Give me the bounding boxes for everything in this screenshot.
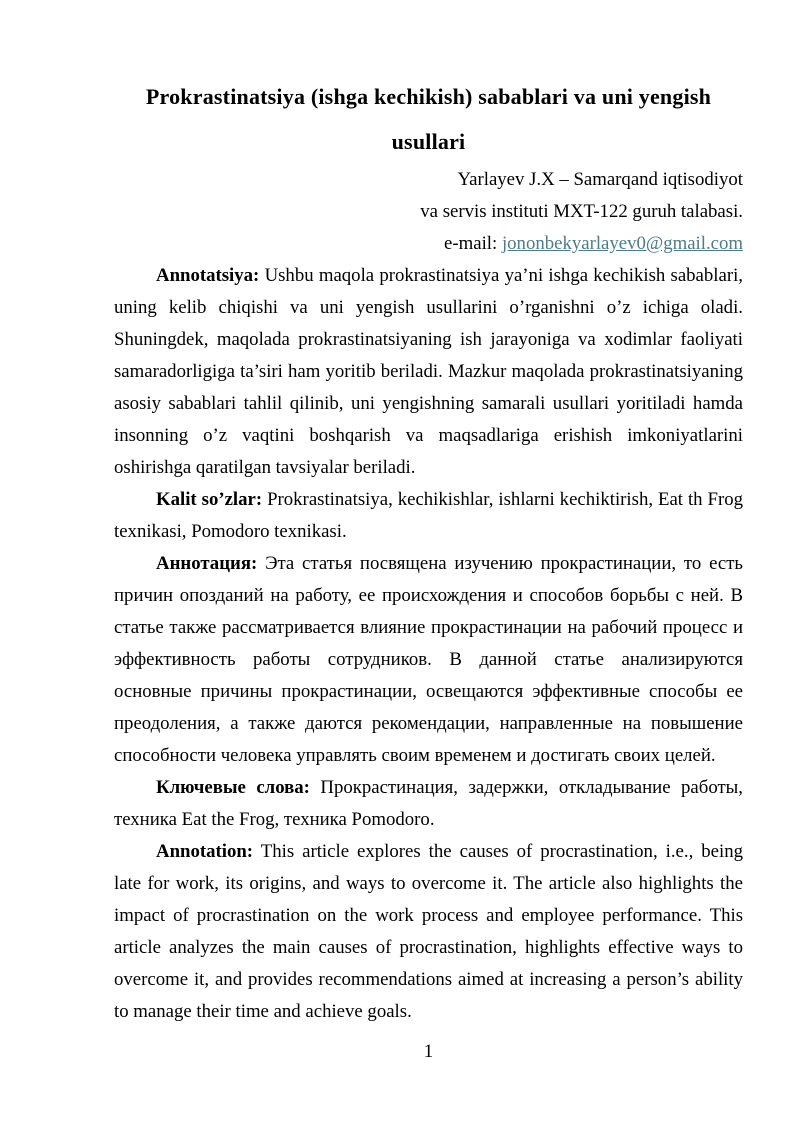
paragraph-kalit-sozlar [114,484,743,548]
paragraph-kljuchevye-slova [114,772,743,836]
paragraph-text-annotation-en: This article explores the causes of procrastination, i.e., being late for work, its origins, and ways to overcome it. The article also highlights the impact of procrastination on the work process and employee performance. This article analyzes the main causes of procrastination, highlights effective ways to overcome it, and provides recommendations aimed at increasing a person’s ability to manage their time and achieve goals. [114,841,744,1022]
paragraph-text-kljuchevye-slova: Прокрастинация, задержки, откладывание работы, техника Eat the Frog, техника Pomodoro. [114,777,743,830]
email-link[interactable]: jononbekyarlayev0@gmail.com [501,233,743,254]
author-line: Yarlayev J.X – Samarqand iqtisodiyot [457,169,743,190]
author-block [114,164,743,260]
paragraph-label-annotation-en: Annotation: [156,841,254,862]
paragraph-text-annotacija-ru: Эта статья посвящена изучению прокрастинации, то есть причин опозданий на работу, ее происхождения и способов борьбы с ней. В статье также рассматривается влияние прокрастинации на рабочий процесс и эффективность работы сотрудников. В данной статье анализируются основные причины прокрастинации, освещаются эффективные способы ее преодоления, а также даются рекомендации, направленные на повышение способности человека управлять своим временем и достигать своих целей. [114,553,743,766]
email-label: e-mail: [444,233,498,254]
paragraph-label-kljuchevye-slova: Ключевые слова: [156,777,310,798]
paragraph-text-kalit-sozlar: Prokrastinatsiya, kechikishlar, ishlarni kechiktirish, Eat th Frog texnikasi, Pomodoro texnikasi. [114,489,743,542]
email-line [114,228,743,260]
paragraph-label-kalit-sozlar: Kalit so’zlar: [156,489,263,510]
paragraph-annotacija-ru [114,548,743,772]
page-number: 1 [423,1041,434,1062]
document-title: Prokrastinatsiya (ishga kechikish) sabablari va uni yengish usullari [145,84,712,154]
paragraph-annotatsiya [114,260,743,484]
paragraph-label-annotacija-ru: Аннотация: [156,553,258,574]
paragraph-annotation-en [114,836,743,1028]
paragraph-text-annotatsiya: Ushbu maqola prokrastinatsiya ya’ni ishga kechikish sabablari, uning kelib chiqishi va uni yengish usullarini o’rganishni o’z ichiga oladi. Shuningdek, maqolada prokrastinatsiyaning ish jarayoniga va xodimlar faoliyati samaradorligiga ta’siri ham yoritib beriladi. Mazkur maqolada prokrastinatsiyaning asosiy sabablari tahlil qilinib, uni yengishning samarali usullari yoritiladi hamda insonning o’z vaqtini boshqarish va maqsadlariga erishish imkoniyatlarini oshirishga qaratilgan tavsiyalar beriladi. [114,265,743,478]
author-affiliation-line: va servis instituti MXT-122 guruh talabasi. [420,201,743,222]
paragraph-label-annotatsiya: Annotatsiya: [156,265,260,286]
